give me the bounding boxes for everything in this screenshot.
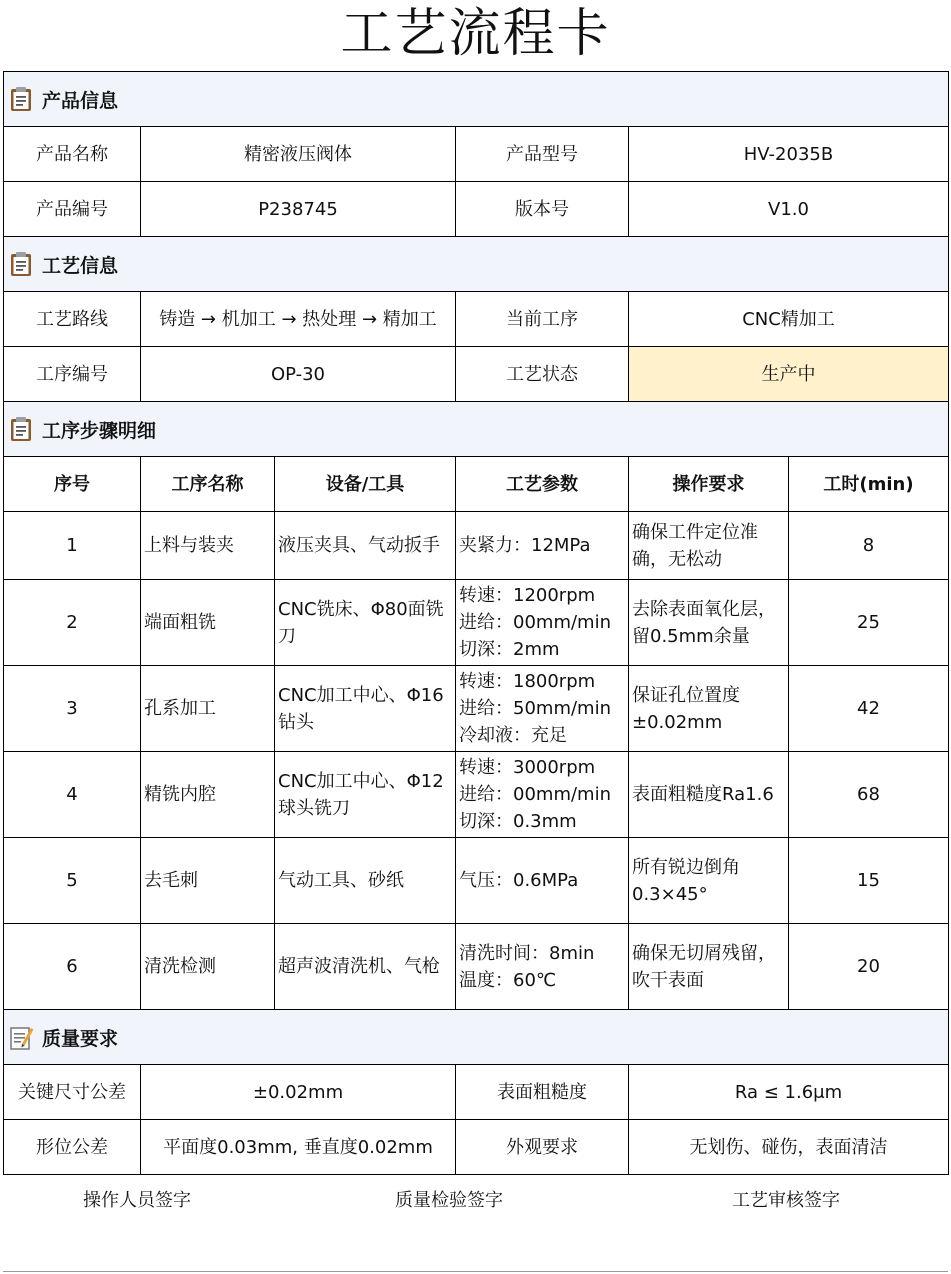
table-row — [4, 1120, 949, 1175]
step-name-text: 上料与装夹 — [144, 535, 234, 556]
clipboard-icon — [10, 86, 34, 112]
step-parameters-text: 清洗时间：8min 温度：60℃ — [459, 942, 595, 991]
step-time — [789, 752, 949, 838]
step-time-text: 15 — [857, 870, 880, 891]
section-header-quality — [4, 1010, 949, 1065]
op-number-value: OP-30 — [141, 347, 456, 402]
step-equipment-text: CNC加工中心、Φ16钻头 — [278, 684, 444, 733]
step-parameters — [456, 838, 629, 924]
appearance-label: 外观要求 — [456, 1120, 629, 1175]
step-equipment-text: CNC加工中心、Φ12球头铣刀 — [278, 770, 444, 819]
section-header-product — [4, 72, 949, 127]
column-header: 序号 — [4, 457, 141, 512]
step-name-text: 精铣内腔 — [144, 784, 216, 805]
step-name — [141, 752, 275, 838]
step-number-text: 1 — [66, 535, 78, 556]
step-requirement — [629, 666, 789, 752]
step-parameters-text: 转速：1200rpm 进给：00mm/min 切深：2mm — [459, 585, 611, 660]
version-label: 版本号 — [456, 182, 629, 237]
table-row — [4, 666, 949, 752]
step-time — [789, 838, 949, 924]
divider — [3, 1271, 948, 1272]
version-value: V1.0 — [629, 182, 949, 237]
step-parameters-text: 夹紧力：12MPa — [459, 535, 591, 556]
step-requirement-text: 所有锐边倒角0.3×45° — [632, 856, 740, 905]
step-number-text: 3 — [66, 698, 78, 719]
section-title: 工序步骤明细 — [42, 419, 157, 442]
step-equipment — [275, 666, 456, 752]
clipboard-icon — [10, 416, 34, 442]
section-title: 质量要求 — [42, 1027, 119, 1050]
product-code-value: P238745 — [141, 182, 456, 237]
table-row — [4, 752, 949, 838]
step-number — [4, 838, 141, 924]
step-time-text: 8 — [862, 535, 875, 556]
step-name — [141, 512, 275, 580]
step-name — [141, 924, 275, 1010]
product-model-label: 产品型号 — [456, 127, 629, 182]
step-time — [789, 924, 949, 1010]
section-title: 工艺信息 — [42, 254, 119, 277]
product-name-label: 产品名称 — [4, 127, 141, 182]
table-row — [4, 512, 949, 580]
status-badge: 生产中 — [629, 347, 949, 402]
table-row — [4, 127, 949, 182]
step-parameters — [456, 752, 629, 838]
column-header: 工时(min) — [789, 457, 949, 512]
step-number — [4, 666, 141, 752]
roughness-value: Ra ≤ 1.6μm — [629, 1065, 949, 1120]
step-name-text: 清洗检测 — [144, 956, 216, 977]
column-header: 工艺参数 — [456, 457, 629, 512]
table-row — [4, 924, 949, 1010]
table-row — [4, 1065, 949, 1120]
step-parameters — [456, 666, 629, 752]
step-equipment — [275, 580, 456, 666]
step-parameters — [456, 580, 629, 666]
table-row — [4, 580, 949, 666]
tolerance-value: ±0.02mm — [141, 1065, 456, 1120]
step-equipment — [275, 512, 456, 580]
step-equipment — [275, 924, 456, 1010]
step-equipment-text: CNC铣床、Φ80面铣刀 — [278, 598, 444, 647]
table-header-row — [4, 457, 949, 512]
step-time — [789, 666, 949, 752]
step-requirement-text: 确保工件定位准确，无松动 — [632, 521, 758, 570]
step-number-text: 4 — [66, 784, 78, 805]
step-number-text: 2 — [66, 612, 78, 633]
current-op-label: 当前工序 — [456, 292, 629, 347]
op-number-label: 工序编号 — [4, 347, 141, 402]
signature-row — [0, 1186, 951, 1216]
step-parameters-text: 转速：3000rpm 进给：00mm/min 切深：0.3mm — [459, 757, 611, 832]
step-equipment — [275, 838, 456, 924]
process-card — [3, 71, 949, 1175]
step-time — [789, 512, 949, 580]
product-name-value: 精密液压阀体 — [141, 127, 456, 182]
step-name — [141, 666, 275, 752]
step-time-text: 42 — [857, 698, 880, 719]
section-header-process — [4, 237, 949, 292]
geometric-tolerance-label: 形位公差 — [4, 1120, 141, 1175]
step-number — [4, 512, 141, 580]
steps-table-body — [4, 512, 949, 1010]
route-value: 铸造 → 机加工 → 热处理 → 精加工 — [141, 292, 456, 347]
step-parameters — [456, 512, 629, 580]
operator-signature-label: 操作人员签字 — [83, 1190, 191, 1211]
table-row — [4, 347, 949, 402]
section-header-steps — [4, 402, 949, 457]
appearance-value: 无划伤、碰伤，表面清洁 — [629, 1120, 949, 1175]
roughness-label: 表面粗糙度 — [456, 1065, 629, 1120]
step-equipment-text: 超声波清洗机、气枪 — [278, 956, 440, 977]
step-requirement-text: 确保无切屑残留，吹干表面 — [632, 942, 776, 991]
step-time-text: 20 — [857, 956, 880, 977]
product-code-label: 产品编号 — [4, 182, 141, 237]
step-name-text: 孔系加工 — [144, 698, 216, 719]
step-time-text: 68 — [857, 784, 880, 805]
step-number-text: 5 — [66, 870, 78, 891]
clipboard-icon — [10, 251, 34, 277]
step-parameters — [456, 924, 629, 1010]
step-name — [141, 838, 275, 924]
reviewer-signature-label: 工艺审核签字 — [732, 1190, 840, 1211]
step-name-text: 去毛刺 — [144, 870, 198, 891]
section-title: 产品信息 — [42, 89, 119, 112]
step-requirement-text: 去除表面氧化层，留0.5mm余量 — [632, 598, 776, 647]
geometric-tolerance-value: 平面度0.03mm, 垂直度0.02mm — [141, 1120, 456, 1175]
route-label: 工艺路线 — [4, 292, 141, 347]
step-requirement — [629, 512, 789, 580]
step-requirement-text: 表面粗糙度Ra1.6 — [632, 784, 774, 805]
step-time-text: 25 — [857, 612, 880, 633]
column-header: 操作要求 — [629, 457, 789, 512]
column-header: 设备/工具 — [275, 457, 456, 512]
column-header: 工序名称 — [141, 457, 275, 512]
step-time — [789, 580, 949, 666]
step-number — [4, 752, 141, 838]
product-model-value: HV-2035B — [629, 127, 949, 182]
step-equipment — [275, 752, 456, 838]
current-op-value: CNC精加工 — [629, 292, 949, 347]
table-row — [4, 182, 949, 237]
page-title: 工艺流程卡 — [340, 4, 611, 64]
tolerance-label: 关键尺寸公差 — [4, 1065, 141, 1120]
step-parameters-text: 转速：1800rpm 进给：50mm/min 冷却液：充足 — [459, 671, 611, 746]
step-name — [141, 580, 275, 666]
status-label: 工艺状态 — [456, 347, 629, 402]
step-requirement — [629, 924, 789, 1010]
step-number-text: 6 — [66, 956, 78, 977]
step-requirement-text: 保证孔位置度±0.02mm — [632, 684, 740, 733]
inspector-signature-label: 质量检验签字 — [395, 1190, 503, 1211]
step-parameters-text: 气压：0.6MPa — [459, 870, 579, 891]
step-number — [4, 580, 141, 666]
step-requirement — [629, 580, 789, 666]
step-equipment-text: 气动工具、砂纸 — [278, 870, 404, 891]
step-requirement — [629, 752, 789, 838]
step-equipment-text: 液压夹具、气动扳手 — [278, 535, 440, 556]
step-name-text: 端面粗铣 — [144, 612, 216, 633]
memo-icon — [10, 1024, 34, 1050]
step-requirement — [629, 838, 789, 924]
step-number — [4, 924, 141, 1010]
table-row — [4, 292, 949, 347]
table-row — [4, 838, 949, 924]
